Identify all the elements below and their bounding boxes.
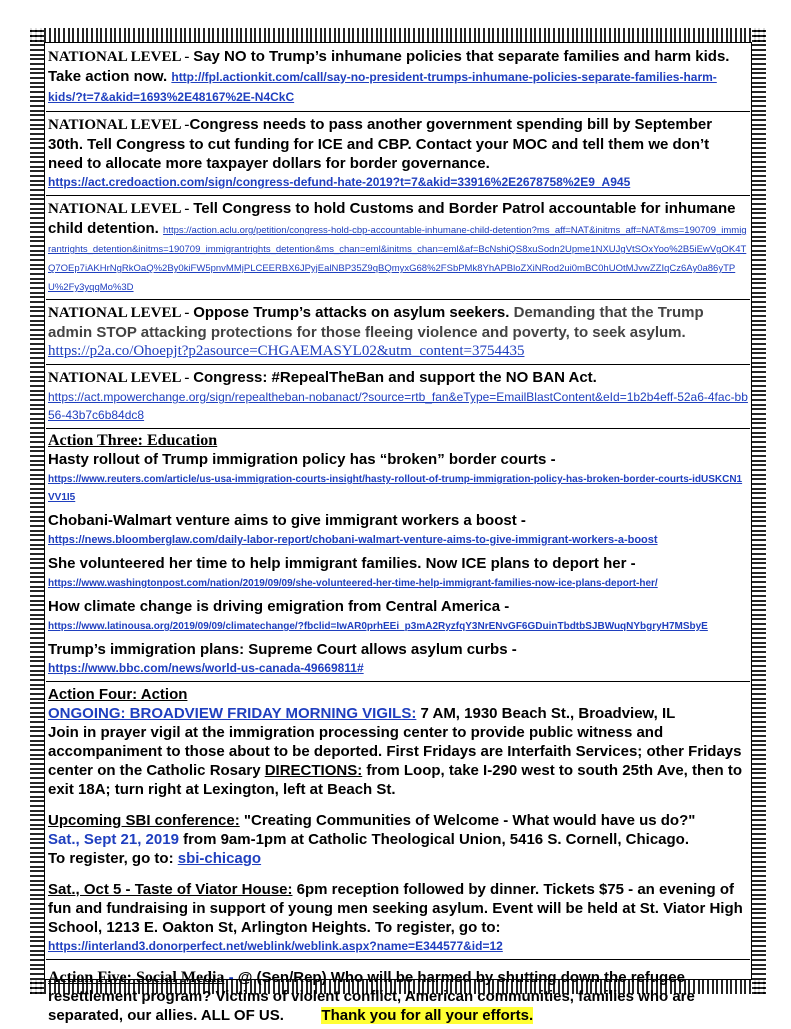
- action-three-section: [46, 429, 750, 682]
- article-link[interactable]: https://news.bloomberglaw.com/daily-labor-report/chobani-walmart-venture-aims-to-give-immigrant-workers-a-boost: [48, 534, 658, 546]
- sbi-date: Sat., Sept 21, 2019: [48, 831, 179, 848]
- viator-body: 6pm reception followed by dinner. Tickets $75 - an evening of fun and fundraising in support of young men seeking asylum. Event will be held at St. Viator High School, 1213 E. Oakton St, Arlington Heights. To register, go to:: [48, 881, 743, 936]
- viator-label: Sat., Oct 5 - Taste of Viator House:: [48, 881, 293, 898]
- item-headline: Congress needs to pass another government spending bill by September 30th. Tell Congress to cut funding for ICE and CBP. Contact your MOC and tell them we don’t need to allocate more taxpayer dollars for border governance.: [48, 116, 713, 172]
- social-body: @ (Sen/Rep) Who will be harmed by shutting down the refugee resettlement program? Victims of violent conflict, American communities, families who are separated, our allies. ALL OF US.: [48, 969, 695, 1024]
- item-headline: Oppose Trump’s attacks on asylum seekers.: [193, 304, 510, 321]
- national-item-4: [46, 300, 750, 365]
- item-link[interactable]: https://action.aclu.org/petition/congress-hold-cbp-accountable-inhumane-child-detention?ms_aff=NAT&initms_aff=NAT&ms=190709_immigrantrights_detention&initms=190709_immigrantrights_detention&ms_chan=eml&initms_chan=eml&af=BcNshiQS8xuSodn2Upme1NXUJgVtSOxYoo%2B5iEwVgOK4TQ7OEp7iAKHrNgRkOaQ%2By0kiFW5pnvMMjPLCEERBX6JPyjEalNBP35Z9qBQmyxG68%2FSbPMk8YhAPBloZXiNRod2ui0mBC0hUOtMJvwZZIqCz6Ay0a86yTPU%2Fy3yqqMo%3D: [48, 225, 747, 293]
- action-five-section: [46, 960, 750, 1029]
- decorative-border-top: [30, 28, 766, 42]
- section-heading: Action Three: Education: [48, 432, 218, 449]
- article-headline: Trump’s immigration plans: Supreme Court allows asylum curbs -: [48, 641, 517, 658]
- item-link[interactable]: https://p2a.co/Ohoepjt?p2asource=CHGAEMASYL02&utm_content=3754435: [48, 343, 525, 359]
- article-link[interactable]: https://www.washingtonpost.com/nation/2019/09/09/she-volunteered-her-time-help-immigrant-families-now-ice-plans-deport-her/: [48, 578, 658, 589]
- article-2: [48, 511, 748, 548]
- section-heading: Action Five: Social Media: [48, 969, 225, 986]
- sbi-link[interactable]: sbi-chicago: [177, 850, 262, 867]
- level-label: NATIONAL LEVEL -: [48, 370, 194, 386]
- decorative-border-right: [752, 28, 766, 994]
- sbi-register-text: To register, go to:: [48, 850, 178, 867]
- vigil-when: 7 AM, 1930 Beach St., Broadview, IL: [416, 705, 676, 722]
- article-5: [48, 640, 748, 677]
- level-label: NATIONAL LEVEL -: [48, 305, 194, 321]
- level-label: NATIONAL LEVEL -: [48, 201, 194, 217]
- action-four-section: [46, 682, 750, 960]
- vigil-directions: from Loop, take I-290 west to south 25th Ave, then to exit 18A; turn right at Lexington, left at Beach St.: [48, 762, 742, 798]
- item-headline: Say NO to Trump’s inhumane policies that separate families and harm kids. Take action now.: [48, 48, 730, 85]
- item-headline: Congress: #RepealTheBan and support the NO BAN Act.: [193, 369, 597, 386]
- article-headline: Hasty rollout of Trump immigration policy has “broken” border courts -: [48, 451, 556, 468]
- sbi-title: "Creating Communities of Welcome - What would have us do?": [239, 812, 696, 829]
- national-item-5: [46, 365, 750, 429]
- section-heading: Action Four: Action: [48, 686, 188, 703]
- decorative-border-left: [30, 28, 44, 994]
- item-subhead: Demanding that the Trump admin STOP attacking protections for those fleeing violence and poverty, to seek asylum.: [48, 304, 704, 341]
- sbi-details: from 9am-1pm at Catholic Theological Union, 5416 S. Cornell, Chicago.: [178, 831, 690, 848]
- article-link[interactable]: https://www.reuters.com/article/us-usa-immigration-courts-insight/hasty-rollout-of-trump-immigration-policy-has-broken-border-courts-idUSKCN1VV1I5: [48, 474, 743, 503]
- item-link[interactable]: https://act.credoaction.com/sign/congress-defund-hate-2019?t=7&akid=33916%2E2678758%2E9_A945: [48, 175, 631, 189]
- national-item-1: [46, 44, 750, 112]
- article-3: [48, 554, 748, 591]
- article-1: [48, 450, 748, 505]
- level-label: NATIONAL LEVEL -: [48, 117, 190, 133]
- heading-dash: -: [224, 969, 238, 986]
- national-item-2: [46, 112, 750, 196]
- vigil-body: Join in prayer vigil at the immigration processing center to provide public witness and accompaniment to those about to be deported. First Fridays are Interfaith Services; other Fridays center on the Catholic Rosary: [48, 724, 742, 779]
- article-headline: How climate change is driving emigration from Central America -: [48, 598, 510, 615]
- item-link[interactable]: https://act.mpowerchange.org/sign/repealtheban-nobanact/?source=rtb_fan&eType=EmailBlastContent&eId=1b2b4eff-52a6-4fac-bb56-43b7c6b84dc8: [48, 390, 748, 422]
- level-label: NATIONAL LEVEL -: [48, 49, 194, 65]
- article-link[interactable]: https://www.bbc.com/news/world-us-canada-49669811#: [48, 661, 364, 675]
- thanks-highlight: Thank you for all your efforts.: [321, 1007, 534, 1024]
- item-headline: Tell Congress to hold Customs and Border Patrol accountable for inhumane child detention.: [48, 200, 736, 237]
- vigil-directions-label: DIRECTIONS:: [264, 762, 363, 779]
- newsletter-content: [46, 44, 750, 1029]
- article-headline: Chobani-Walmart venture aims to give immigrant workers a boost -: [48, 512, 526, 529]
- article-headline: She volunteered her time to help immigrant families. Now ICE plans to deport her -: [48, 555, 636, 572]
- article-4: [48, 597, 748, 634]
- national-item-3: [46, 196, 750, 300]
- vigil-title[interactable]: ONGOING: BROADVIEW FRIDAY MORNING VIGILS:: [48, 705, 417, 722]
- viator-link[interactable]: https://interland3.donorperfect.net/weblink/weblink.aspx?name=E344577&id=12: [48, 939, 503, 953]
- item-link[interactable]: http://fpl.actionkit.com/call/say-no-president-trumps-inhumane-policies-separate-families-harm-kids/?t=7&akid=1693%2E48167%2E-N4CkC: [48, 70, 717, 104]
- article-link[interactable]: https://www.latinousa.org/2019/09/09/climatechange/?fbclid=IwAR0prhEEi_p3mA2RyzfqY3NrENvGF6GDuinTbdtbSJBWuqNYbgryH7MSbyE: [48, 621, 708, 632]
- sbi-label: Upcoming SBI conference:: [48, 812, 240, 829]
